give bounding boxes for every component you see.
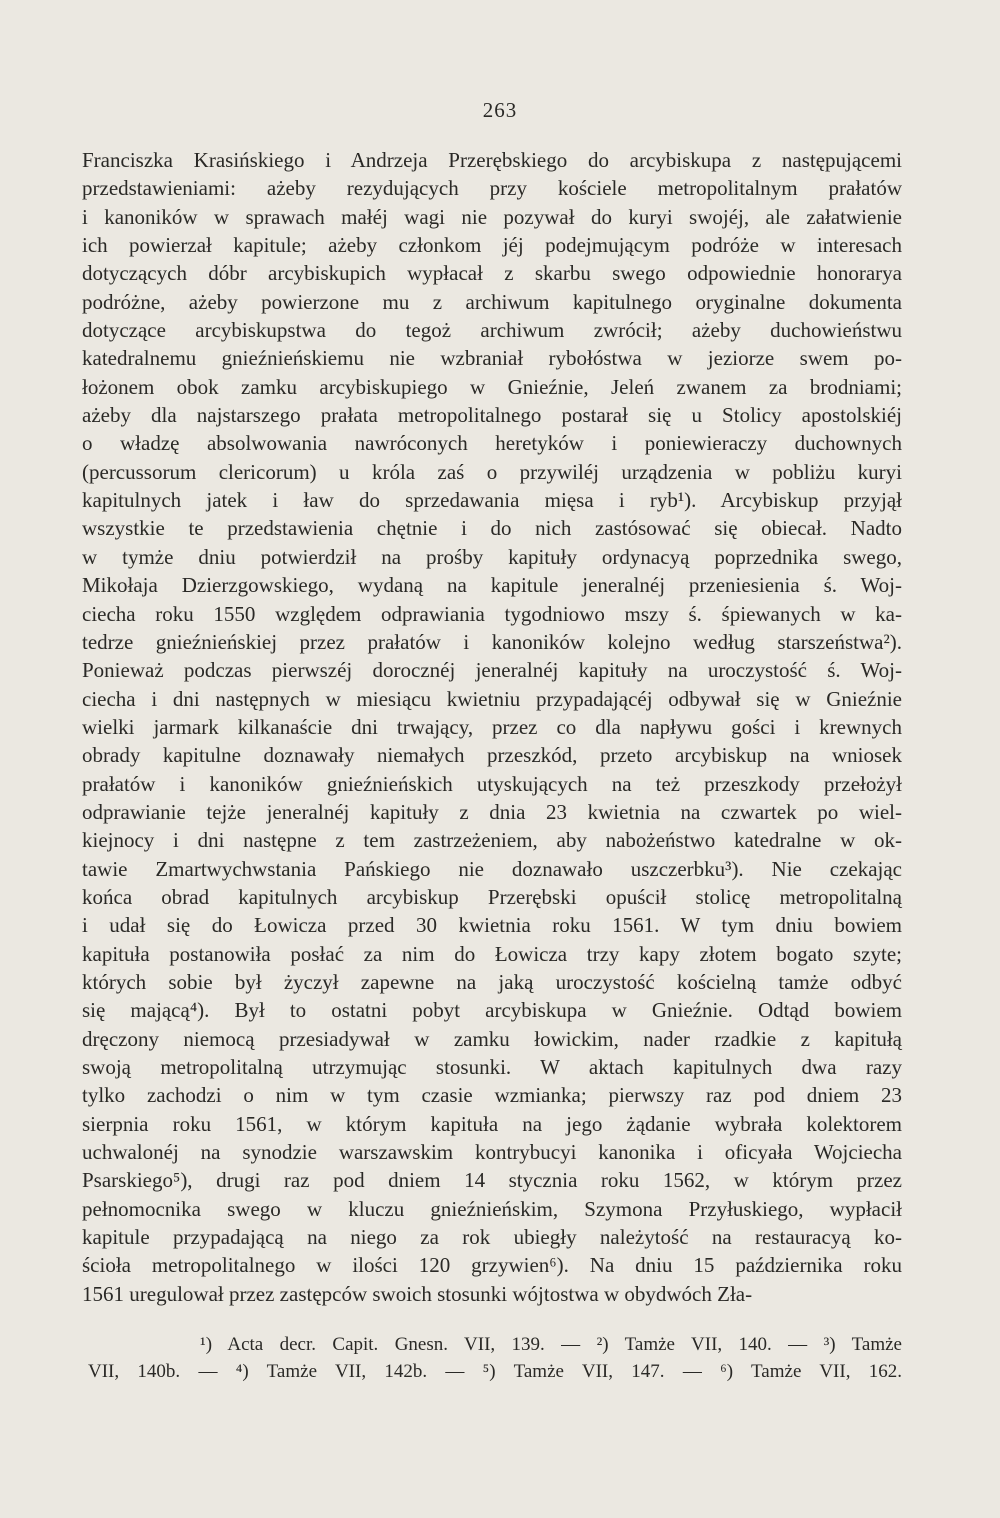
body-text-line: pełnomocnika swego w kluczu gnieźnieńskim, Szymona Przyłuskiego, wypłacił bbox=[82, 1196, 902, 1221]
body-text-line: kapituła postanowiła posłać za nim do Łowicza trzy kapy złotem bogato szyte; bbox=[82, 941, 902, 966]
body-text-line: dręczony niemocą przesiadywał w zamku łowickim, nader rzadkie z kapitułą bbox=[82, 1026, 902, 1051]
body-text-line: i udał się do Łowicza przed 30 kwietnia roku 1561. W tym dniu bowiem bbox=[82, 913, 902, 938]
body-text-line: tedrze gnieźnieńskiej przez prałatów i kanoników kolejno według starszeństwa²). bbox=[82, 629, 902, 654]
body-text-line: odprawianie tejże jeneralnéj kapituły z dnia 23 kwietnia na czwartek po wiel- bbox=[82, 799, 902, 824]
body-text-line: wszystkie te przedstawienia chętnie i do nich zastósować się obiecał. Nadto bbox=[82, 516, 902, 541]
body-text-line: których sobie był życzył zapewne na jaką uroczystość kościelną tamże odbyć bbox=[82, 969, 902, 994]
body-text-line: katedralnemu gnieźnieńskiemu nie wzbraniał rybołóstwa w jeziorze swem po- bbox=[82, 346, 902, 371]
body-text bbox=[82, 146, 902, 1308]
body-text-line: kapitule przypadającą na niego za rok ubiegły należytość na restauracyą ko- bbox=[82, 1225, 902, 1250]
body-text-line: ich powierzał kapitule; ażeby członkom jéj podejmującym podróże w interesach bbox=[82, 233, 902, 258]
body-text-line: o władzę absolwowania nawróconych heretyków i poniewieraczy duchownych bbox=[82, 431, 902, 456]
body-text-line: ciecha i dni następnych w miesiącu kwietniu przypadającéj odbywał się w Gnieźnie bbox=[82, 686, 902, 711]
body-text-line: wielki jarmark kilkanaście dni trwający, przez co dla napływu gości i krewnych bbox=[82, 714, 902, 739]
body-text-line: podróżne, ażeby powierzone mu z archiwum kapitulnego oryginalne dokumenta bbox=[82, 289, 902, 314]
body-text-line: i kanoników w sprawach małéj wagi nie pozywał do kuryi swojéj, ale załatwienie bbox=[82, 204, 902, 229]
body-text-line: sierpnia roku 1561, w którym kapituła na jego żądanie wybrała kolektorem bbox=[82, 1111, 902, 1136]
body-text-line: dotyczące arcybiskupstwa do tegoż archiwum zwrócił; ażeby duchowieństwu bbox=[82, 318, 902, 343]
footnotes bbox=[88, 1331, 902, 1385]
body-text-line: tawie Zmartwychwstania Pańskiego nie doznawało uszczerbku³). Nie czekając bbox=[82, 856, 902, 881]
body-text-line: (percussorum clericorum) u króla zaś o przywiléj urządzenia w pobliżu kuryi bbox=[82, 459, 902, 484]
body-text-line: uchwalonéj na synodzie warszawskim kontrybucyi kanonika i oficyała Wojciecha bbox=[82, 1140, 902, 1165]
body-text-line: swoją metropolitalną utrzymując stosunki. W aktach kapitulnych dwa razy bbox=[82, 1055, 902, 1079]
footnote-line: VII, 140b. — ⁴) Tamże VII, 142b. — ⁵) Tamże VII, 147. — ⁶) Tamże VII, 162. bbox=[88, 1361, 902, 1382]
body-text-line: ażeby dla najstarszego prałata metropolitalnego postarał się u Stolicy apostolskiéj bbox=[82, 403, 902, 428]
body-text-line: w tymże dniu potwierdził na prośby kapituły ordynacyą poprzednika swego, bbox=[82, 544, 902, 569]
body-text-line: przedstawieniami: ażeby rezydujących przy kościele metropolitalnym prałatów bbox=[82, 176, 902, 201]
body-text-line: Psarskiego⁵), drugi raz pod dniem 14 stycznia roku 1562, w którym przez bbox=[82, 1168, 902, 1193]
body-text-line: obrady kapitulne doznawały niemałych przeszkód, przeto arcybiskup na wniosek bbox=[82, 743, 902, 768]
footnote-line: ¹) Acta decr. Capit. Gnesn. VII, 139. — ²) Tamże VII, 140. — ³) Tamże bbox=[200, 1334, 902, 1355]
body-text-line: dotyczących dóbr arcybiskupich wypłacał z skarbu swego odpowiednie honorarya bbox=[82, 261, 902, 286]
body-text-line: kapitulnych jatek i ław do sprzedawania mięsa i ryb¹). Arcybiskup przyjął bbox=[82, 488, 902, 513]
body-text-line: prałatów i kanoników gnieźnieńskich utyskujących na też przeszkody przełożył bbox=[82, 771, 902, 796]
body-text-line: Franciszka Krasińskiego i Andrzeja Przerębskiego do arcybiskupa z następującemi bbox=[82, 148, 902, 172]
body-text-line: łożonem obok zamku arcybiskupiego w Gnieźnie, Jeleń zwanem za brodniami; bbox=[82, 374, 902, 399]
page-number: 263 bbox=[482, 98, 518, 122]
body-text-line: kiejnocy i dni następne z tem zastrzeżeniem, aby nabożeństwo katedralne w ok- bbox=[82, 828, 902, 853]
body-text-line: Mikołaja Dzierzgowskiego, wydaną na kapitule jeneralnéj przeniesienia ś. Woj- bbox=[82, 573, 902, 598]
body-text-line: końca obrad kapitulnych arcybiskup Przerębski opuścił stolicę metropolitalną bbox=[82, 884, 902, 909]
body-text-line: ścioła metropolitalnego w ilości 120 grzywien⁶). Na dniu 15 października roku bbox=[82, 1253, 902, 1278]
body-text-line: tylko zachodzi o nim w tym czasie wzmianka; pierwszy raz pod dniem 23 bbox=[82, 1083, 902, 1108]
body-text-line: Ponieważ podczas pierwszéj dorocznéj jeneralnéj kapituły na uroczystość ś. Woj- bbox=[82, 658, 902, 683]
body-text-line: ciecha roku 1550 względem odprawiania tygodniowo mszy ś. śpiewanych w ka- bbox=[82, 601, 902, 626]
body-text-line: 1561 uregulował przez zastępców swoich stosunki wójtostwa w obydwóch Zła- bbox=[82, 1281, 753, 1306]
body-text-line: się mającą⁴). Był to ostatni pobyt arcybiskupa w Gnieźnie. Odtąd bowiem bbox=[82, 998, 902, 1023]
